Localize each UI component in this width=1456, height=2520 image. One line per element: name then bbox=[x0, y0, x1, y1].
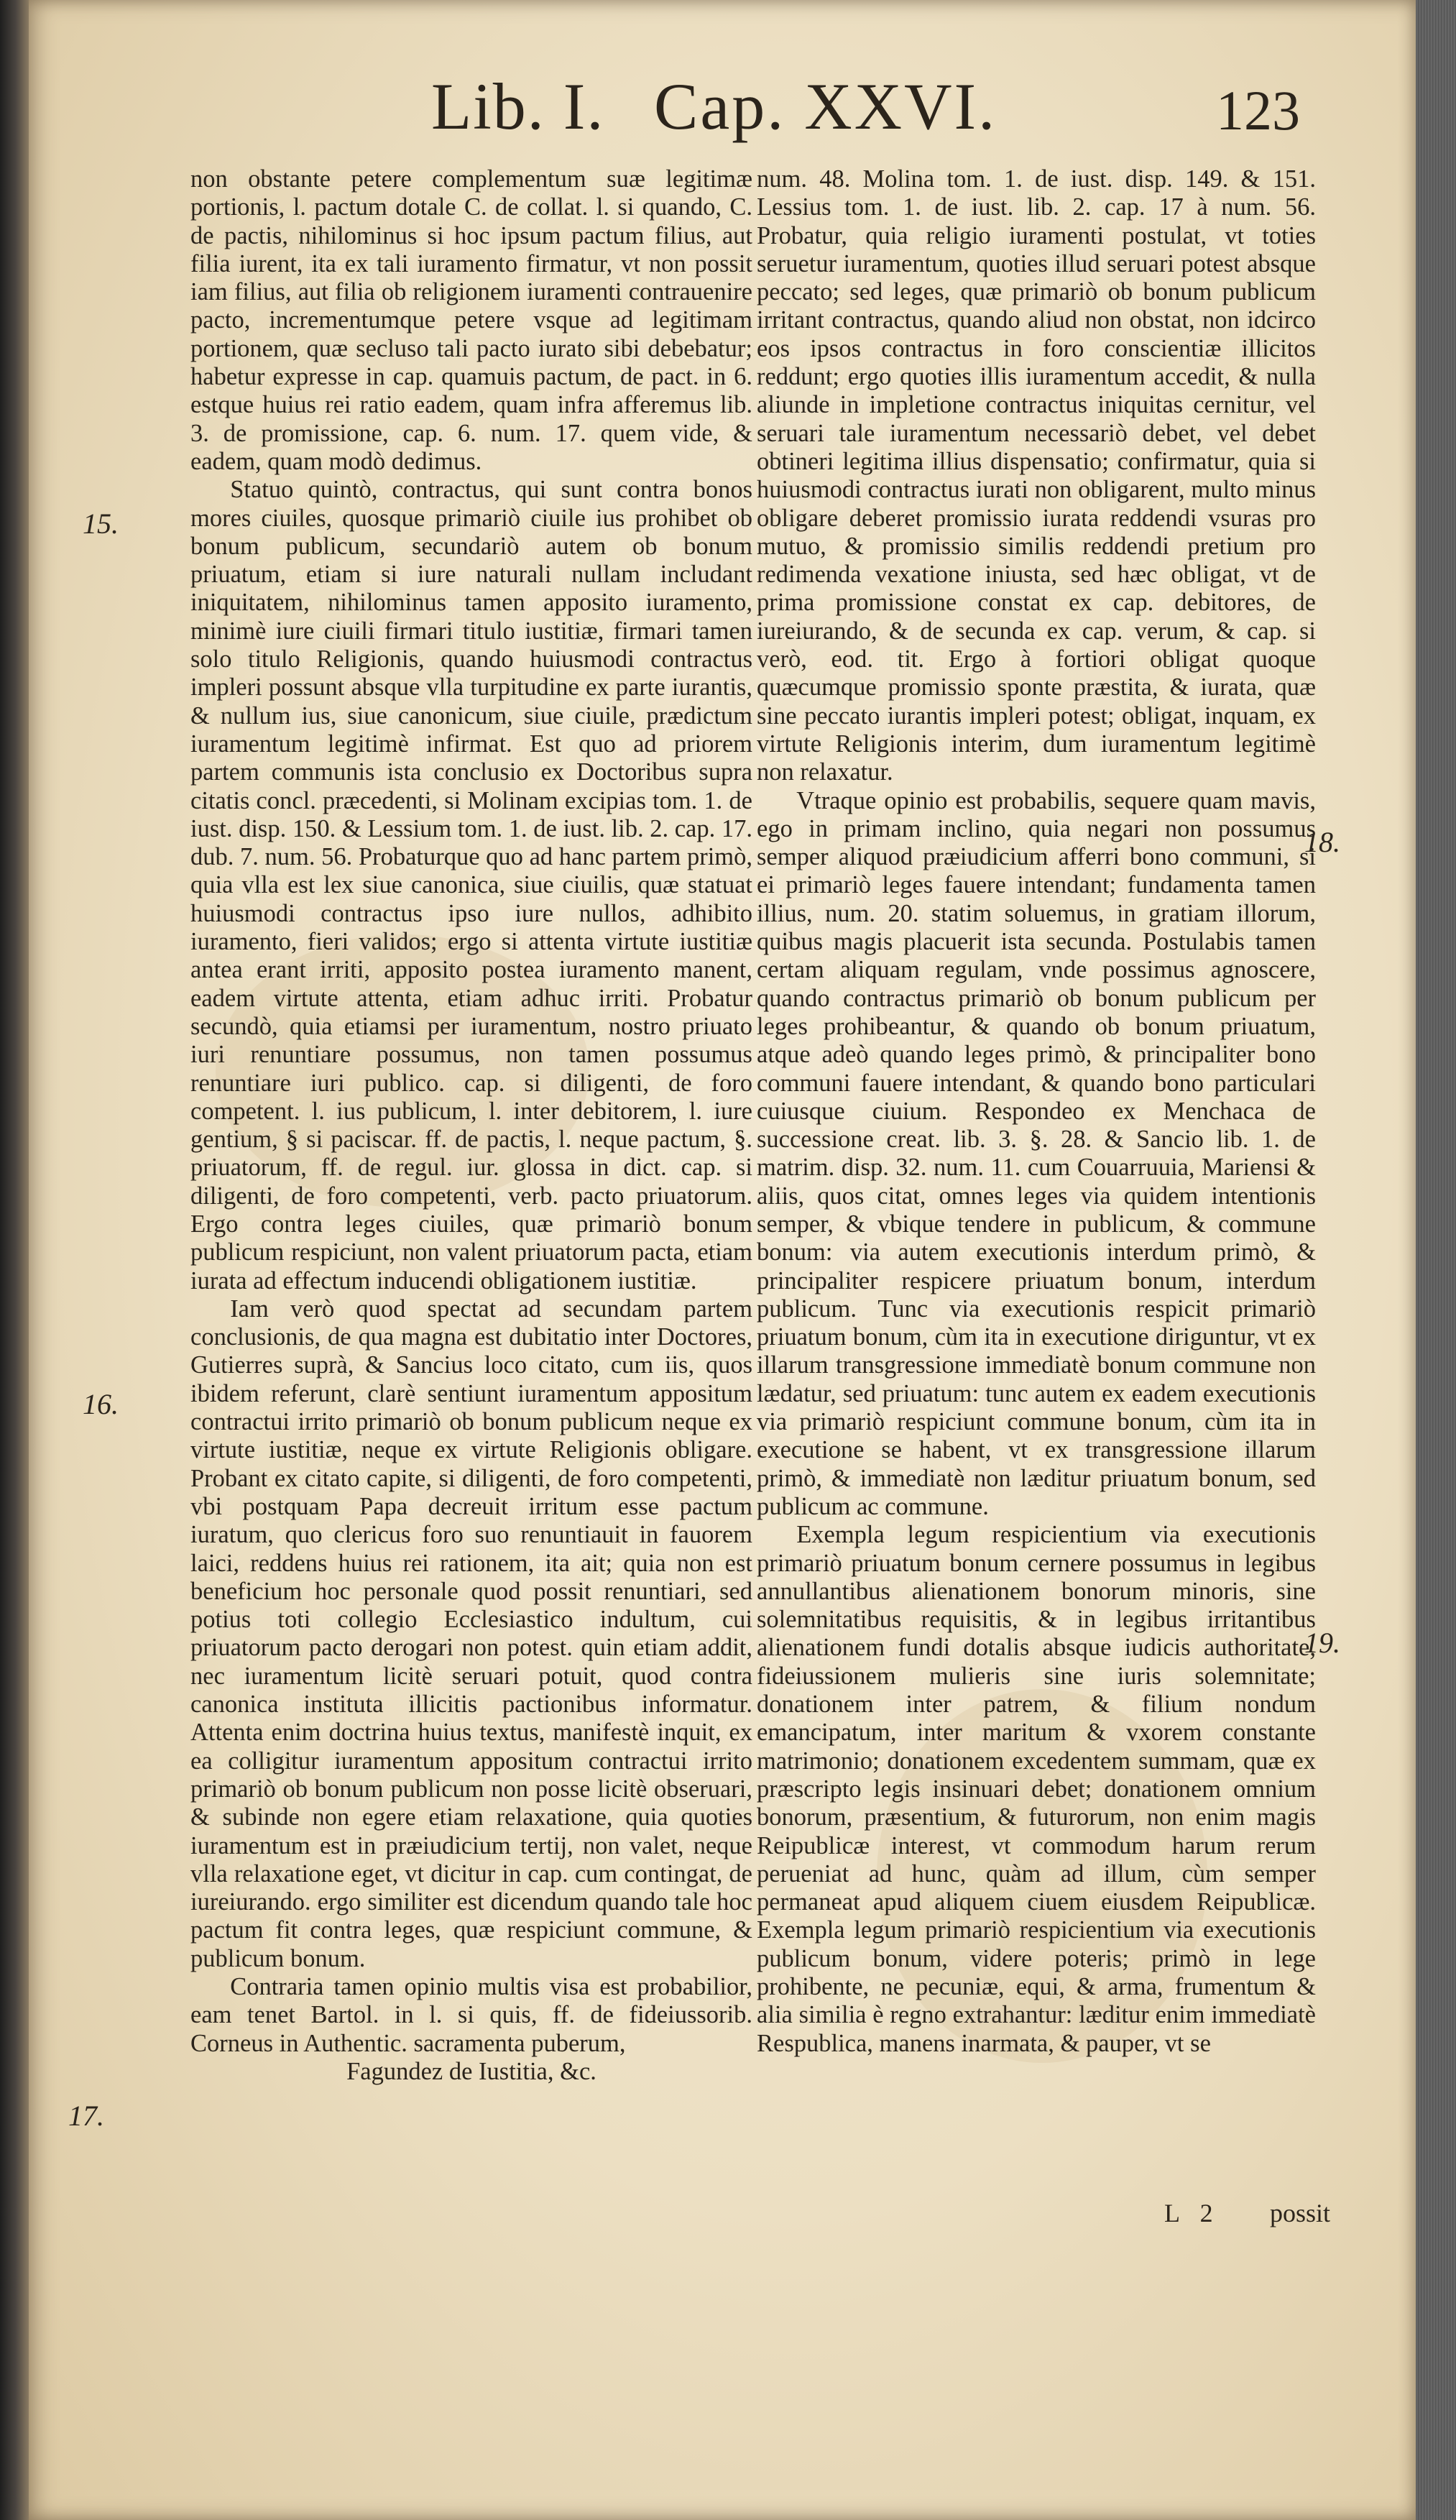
book-fore-edge bbox=[1416, 0, 1456, 2520]
running-head bbox=[29, 68, 1416, 155]
paragraph: non obstante petere complementum suæ legitimæ portionis, l. pactum dotale C. de collat. l. si quando, C. de pactis, nihilominus si hoc ipsum pactum filius, aut filia iurent, ita ex tali iuramento firmatur, vt non possit iam filius, aut filia ob religionem iuramenti contrauenire pacto, incrementumque petere vsque ad legitimam portionem, quæ secluso tali pacto iurato sibi debebatur; habetur expresse in cap. quamuis pactum, de pact. in 6. estque huius rei ratio eadem, quam infra afferemus lib. 3. de promissione, cap. 6. num. 17. quem vide, & eadem, quam modò dedimus. bbox=[190, 165, 752, 475]
paragraph: Statuo quintò, contractus, qui sunt contra bonos mores ciuiles, quosque primariò ciuile ius prohibet ob bonum publicum, secundariò autem ob bonum priuatum, etiam si iure naturali nullam includant iniquitatem, nihilominus tamen apposito iuramento, minimè iure ciuili firmari titulo iustitiæ, firmari tamen solo titulo Religionis, quando huiusmodi contractus impleri possunt absque vlla turpitudine ex parte iurantis, & nullum ius, siue canonicum, siue ciuile, prædictum iuramentum legitimè infirmat. Est quo ad priorem partem communis ista conclusio ex Doctoribus supra citatis concl. præcedenti, si Molinam excipias tom. 1. de iust. disp. 150. & Lessium tom. 1. de iust. lib. 2. cap. 17. dub. 7. num. 56. Probaturque quo ad hanc partem primò, quia vlla est lex siue canonica, siue ciuilis, quæ statuat huiusmodi contractus ipso iure nullos, adhibito iuramento, fieri validos; ergo si attenta virtute iustitiæ antea erant irriti, apposito postea iuramento manent, eadem virtute attenta, etiam adhuc irriti. Probatur secundò, quia etiamsi per iuramentum, nostro priuato iuri renuntiare possumus, non tamen possumus renuntiare iuri publico. cap. si diligenti, de foro competent. l. ius publicum, l. inter debitorem, l. iure gentium, § si paciscar. ff. de pactis, l. neque pactum, §. priuatorum, ff. de regul. iur. glossa in dict. cap. si diligenti, de foro competenti, verb. pacto priuatorum. Ergo contra leges ciuiles, quæ primariò bonum publicum respiciunt, non valent priuatorum pacta, etiam iurata ad effectum inducendi obligationem iustitiæ. bbox=[190, 476, 752, 1295]
chapter-label: Cap. XXVI. bbox=[654, 70, 997, 143]
paragraph: Vtraque opinio est probabilis, sequere quam mavis, ego in primam inclino, quia negari non possumus semper aliquod præiudicium afferri bono communi, si ei primariò leges fauere intendant; fundamenta tamen illius, num. 20. statim soluemus, in gratiam illorum, quibus magis placuerit ista secunda. Postulabis tamen certam aliquam regulam, vnde possimus agnoscere, quando contractus primariò ob bonum publicum per leges prohibeantur, & quando ob bonum priuatum, atque adeò quando leges primò, & principaliter bono communi fauere intendant, & quando bono particulari cuiusque ciuium. Respondeo ex Menchaca de successione creat. lib. 3. §. 28. & Sancio lib. 1. de matrim. disp. 32. num. 11. cum Couarruuia, Mariensi & aliis, quos citat, omnes leges via quidem intentionis semper, & vbique tendere in publicum, & commune bonum: via autem executionis interdum primò, & principaliter respicere priuatum bonum, interdum publicum. Tunc via executionis respicit primariò priuatum bonum, cùm ita in executione diriguntur, vt ex illarum transgressione immediatè bonum commune non lædatur, sed priuatum: tunc autem ex eadem executionis via primariò respiciunt commune bonum, cùm ita in executione se habent, vt ex transgressione illarum primò, & immediatè non læditur priuatum bonum, sed publicum ac commune. bbox=[757, 786, 1316, 1520]
section-number-17: 17. bbox=[68, 2100, 104, 2132]
right-text-column bbox=[757, 165, 1316, 2058]
book-binding-gutter bbox=[0, 0, 29, 2520]
section-number-19: 19. bbox=[1304, 1627, 1340, 1659]
book-page bbox=[29, 0, 1416, 2520]
page-footer bbox=[29, 2198, 1416, 2241]
paragraph: Contraria tamen opinio multis visa est probabilior, eam tenet Bartol. in l. si quis, ff. de fideiussorib. Corneus in Authentic. sacramenta puberum, bbox=[190, 1973, 752, 2057]
left-text-column bbox=[190, 165, 752, 2086]
page-number: 123 bbox=[1216, 79, 1300, 142]
section-number-18: 18. bbox=[1304, 826, 1340, 858]
catchword: possit bbox=[1270, 2199, 1331, 2227]
paragraph: num. 48. Molina tom. 1. de iust. disp. 149. & 151. Lessius tom. 1. de iust. lib. 2. cap. 17 à num. 56. Probatur, quia religio iuramenti postulat, vt toties seruetur iuramentum, quoties illud seruari potest absque peccato; sed leges, quæ primariò ob bonum publicum irritant contractus, quando aliud non obstat, non idcirco eos ipsos contractus in foro conscientiæ illicitos reddunt; ergo quoties illis iuramentum accedit, & nulla aliunde in impletione contractus iniquitas cernitur, vel seruari tale iuramentum necessariò debet, vel debet obtineri legitima illius dispensatio; confirmatur, quia si huiusmodi contractus iurati non obligarent, multo minus obligare deberet promissio iurata reddendi vsuras pro mutuo, & promissio similis reddendi pretium pro redimenda vexatione iniusta, sed hæc obligat, vt de prima promissione constat ex cap. debitores, de iureiurando, & de secunda ex cap. verum, & cap. si verò, eod. tit. Ergo à fortiori obligat quoque quæcumque promissio sponte præstita, & iurata, quæ sine peccato iurantis impleri potest; obligat, inquam, ex virtute Religionis interim, dum iuramentum legitimè non relaxatur. bbox=[757, 165, 1316, 786]
section-number-16: 16. bbox=[83, 1388, 119, 1420]
paragraph: Iam verò quod spectat ad secundam partem conclusionis, de qua magna est dubitatio inter Doctores, Gutierres suprà, & Sancius loco citato, cum iis, quos ibidem referunt, clarè sentiunt iuramentum appositum contractui irrito primariò ob bonum publicum neque ex virtute iustitiæ, neque ex virtute Religionis obligare. Probant ex citato capite, si diligenti, de foro competenti, vbi postquam Papa decreuit irritum esse pactum iuratum, quo clericus foro suo renuntiauit in fauorem laici, reddens huius rei rationem, ita ait; quia non est beneficium hoc personale quod possit renuntiari, sed potius toti collegio Ecclesiastico indultum, cui priuatorum pacto derogari non potest. quin etiam addit, nec iuramentum licitè seruari potuit, quod contra canonica instituta illicitis pactionibus informatur. Attenta enim doctrina huius textus, manifestè inquit, ex ea colligitur iuramentum appositum contractui irrito primariò ob bonum publicum non posse licitè obseruari, & subinde non egere etiam relaxatione, quia quoties iuramentum est in præiudicium tertij, non valet, neque vlla relaxatione eget, vt dicitur in cap. cum contingat, de iureiurando. ergo similiter est dicendum quando tale hoc pactum fit contra leges, quæ respiciunt commune, & publicum bonum. bbox=[190, 1295, 752, 1972]
section-number-15: 15. bbox=[83, 507, 119, 540]
book-title-line: Fagundez de Iustitia, &c. bbox=[346, 2057, 596, 2085]
paragraph: Exempla legum respicientium via executionis primariò priuatum bonum cernere possumus in legibus annullantibus alienationem bonorum minoris, sine solemnitatibus requisitis, & in legibus irritantibus alienationem fundi dotalis absque iudicis authoritate, fideiussionem mulieris sine iuris solemnitate; donationem inter patrem, & filium nondum emancipatum, inter maritum & vxorem constante matrimonio; donationem excedentem summam, quæ ex præscripto legis insinuari debet; donationem omnium bonorum, præsentium, & futurorum, non enim magis Reipublicæ interest, vt commodum harum rerum perueniat ad hunc, quàm ad illum, cùm semper permaneat apud aliquem ciuem eiusdem Reipublicæ. Exempla legum primariò respicientium via executionis publicum bonum, videre poteris; primò in lege prohibente, ne pecuniæ, equi, & arma, frumentum & alia similia è regno extrahantur: læditur enim immediatè Respublica, manens inarmata, & pauper, vt se bbox=[757, 1521, 1316, 2057]
signature-mark: L 2 bbox=[1164, 2199, 1220, 2227]
book-label: Lib. I. bbox=[431, 70, 605, 143]
